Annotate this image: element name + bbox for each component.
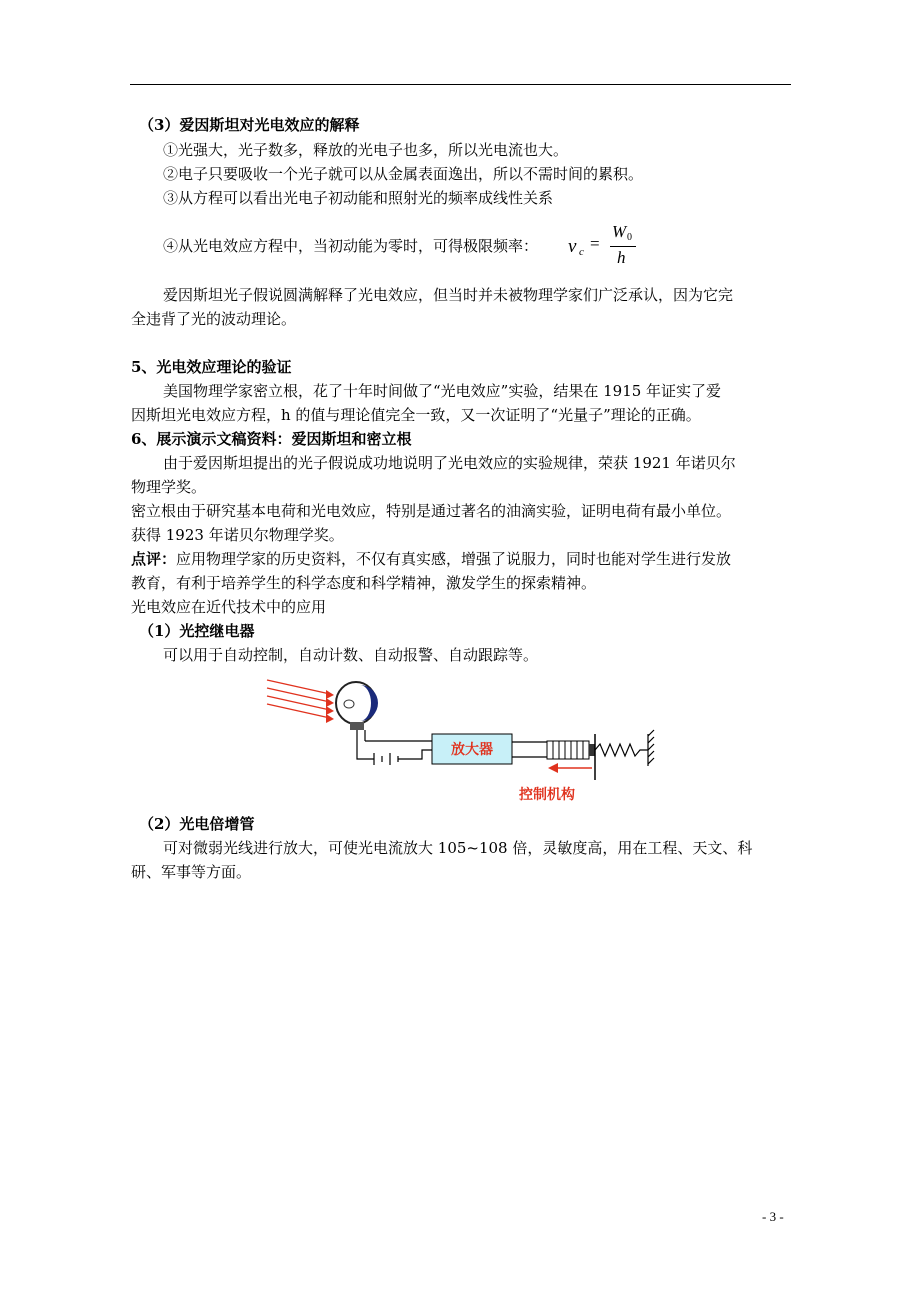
formula-numerator-w: W — [612, 222, 627, 241]
paragraph: 密立根由于研究基本电荷和光电效应，特别是通过著名的油滴实验，证明电荷有最小单位。 — [131, 502, 732, 520]
photo-relay-diagram — [262, 672, 662, 806]
paragraph: ②电子只要吸收一个光子就可以从金属表面逸出，所以不需时间的累积。 — [163, 165, 644, 183]
paragraph: 获得 1923 年诺贝尔物理学奖。 — [131, 526, 344, 544]
paragraph: 教育，有利于培养学生的科学态度和科学精神，激发学生的探索精神。 — [131, 574, 597, 592]
section-heading: 6、展示演示文稿资料：爱因斯坦和密立根 — [131, 430, 412, 448]
formula-numerator-sub: 0 — [627, 232, 632, 243]
amplifier-label: 放大器 — [451, 742, 493, 758]
paragraph: 可以用于自动控制，自动计数、自动报警、自动跟踪等。 — [163, 646, 539, 664]
formula-fraction-bar — [610, 246, 636, 247]
paragraph: 因斯坦光电效应方程，h 的值与理论值完全一致，又一次证明了“光量子”理论的正确。 — [131, 406, 701, 424]
section-heading: 5、光电效应理论的验证 — [131, 358, 292, 376]
paragraph: 光电效应在近代技术中的应用 — [131, 598, 327, 616]
paragraph: 爱因斯坦光子假说圆满解释了光电效应，但当时并未被物理学家们广泛承认，因为它完 — [163, 286, 734, 304]
header-rule — [130, 84, 791, 85]
spring — [595, 744, 648, 756]
formula-sub-c: c — [579, 246, 584, 258]
formula-denominator-h: h — [617, 248, 626, 267]
comment-text: 应用物理学家的历史资料，不仅有真实感，增强了说服力，同时也能对学生进行发放 — [176, 550, 732, 568]
paragraph: 由于爱因斯坦提出的光子假说成功地说明了光电效应的实验规律，荣获 1921 年诺贝尔 — [163, 454, 736, 472]
control-mechanism-label: 控制机构 — [519, 787, 575, 803]
section-heading: （1）光控继电器 — [139, 622, 255, 640]
solenoid-coil — [547, 734, 595, 780]
paragraph: 美国物理学家密立根，花了十年时间做了“光电效应”实验，结果在 1915 年证实了爱 — [163, 382, 722, 400]
control-arrow — [548, 763, 592, 773]
wall-mount — [648, 730, 654, 766]
paragraph: ①光强大，光子数多，释放的光电子也多，所以光电流也大。 — [163, 141, 569, 159]
page-number: - 3 - — [762, 1209, 784, 1224]
paragraph: 物理学奖。 — [131, 478, 207, 496]
comment-paragraph — [131, 549, 731, 569]
paragraph: 可对微弱光线进行放大，可使光电流放大 105~108 倍，灵敏度高，用在工程、天文、科 — [163, 839, 753, 857]
comment-label: 点评： — [131, 550, 177, 568]
paragraph: ④从光电效应方程中，当初动能为零时，可得极限频率： — [163, 237, 539, 255]
formula-nu: ν — [568, 236, 577, 257]
light-rays — [267, 680, 334, 723]
paragraph: 研、军事等方面。 — [131, 863, 252, 881]
paragraph: ③从方程可以看出光电子初动能和照射光的频率成线性关系 — [163, 189, 554, 207]
section-heading: （3）爱因斯坦对光电效应的解释 — [139, 116, 360, 134]
section-heading: （2）光电倍增管 — [139, 815, 255, 833]
photocell-icon — [336, 682, 378, 730]
formula-equals: = — [590, 234, 600, 253]
paragraph: 全违背了光的波动理论。 — [131, 310, 297, 328]
